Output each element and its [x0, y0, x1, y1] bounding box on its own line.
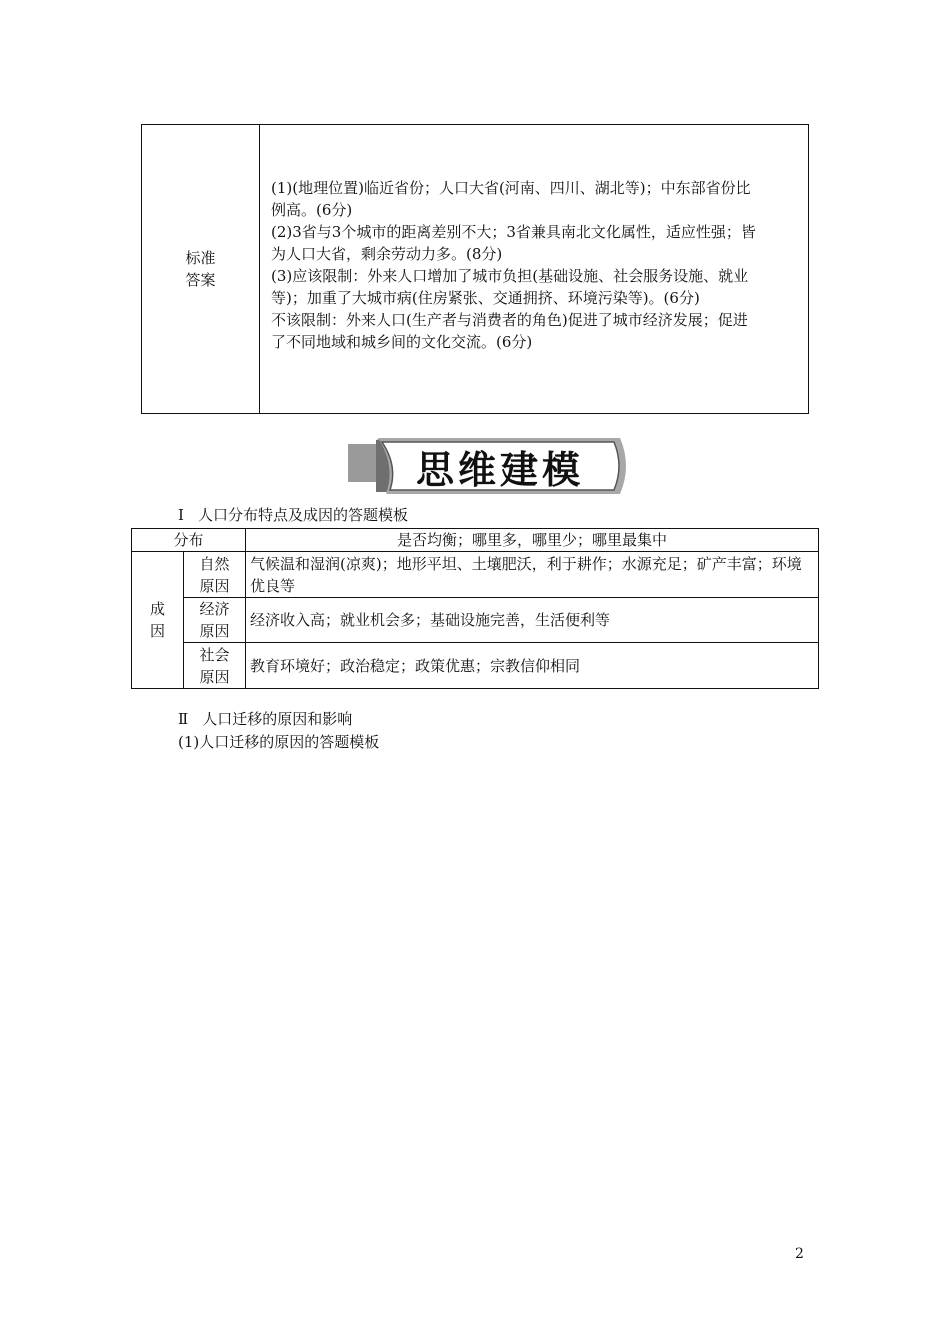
standard-answer-label-line1: 标准: [185, 249, 216, 267]
table-row: [132, 643, 819, 689]
economic-cause-text-cell: 经济收入高；就业机会多；基础设施完善，生活便利等: [246, 598, 819, 643]
page-number: 2: [795, 1246, 804, 1262]
standard-answer-table: [141, 124, 809, 414]
section-1-title: 人口分布特点及成因的答题模板: [197, 506, 408, 524]
natural-cause-label-cell: [184, 552, 246, 598]
natural-cause-text-cell: 气候温和湿润(凉爽)；地形平坦、土壤肥沃，利于耕作；水源充足；矿产丰富；环境优良等: [246, 552, 819, 598]
section-2-heading: [178, 708, 352, 730]
cause-label-line2: 因: [149, 622, 165, 640]
distribution-cause-table: [131, 528, 819, 689]
section-2-title: 人口迁移的原因和影响: [202, 710, 353, 728]
economic-cause-label-cell: [184, 598, 246, 643]
answer-line: 不该限制：外来人口(生产者与消费者的角色)促进了城市经济发展；促进: [271, 311, 748, 329]
section-banner: [348, 434, 632, 498]
section-1-numeral: Ⅰ: [178, 506, 184, 524]
social-label-line2: 原因: [199, 667, 230, 686]
section-2-numeral: Ⅱ: [178, 710, 189, 728]
economic-label-line1: 经济: [199, 600, 230, 618]
cause-label-line1: 成: [149, 600, 165, 618]
distribution-label-cell: 分布: [132, 529, 246, 552]
banner-title: 思维建模: [415, 447, 584, 492]
section-2-subtitle: (1)人口迁移的原因的答题模板: [178, 733, 380, 751]
answer-line: 为人口大省，剩余劳动力多。(8分): [271, 245, 503, 263]
answer-line: 了不同地域和城乡间的文化交流。(6分): [271, 333, 533, 351]
standard-answer-label-line2: 答案: [185, 271, 216, 289]
natural-label-line2: 原因: [199, 576, 230, 595]
social-label-line1: 社会: [199, 645, 230, 664]
answer-line: 等)；加重了大城市病(住房紧张、交通拥挤、环境污染等)。(6分): [271, 289, 700, 307]
answer-line: (3)应该限制：外来人口增加了城市负担(基础设施、社会服务设施、就业: [271, 267, 749, 285]
social-cause-label-cell: [184, 643, 246, 689]
table-row: [132, 552, 819, 598]
natural-label-line1: 自然: [199, 554, 230, 573]
table-row: [132, 529, 819, 552]
answer-line: (2)3省与3个城市的距离差别不大；3省兼具南北文化属性，适应性强；皆: [271, 223, 756, 241]
answer-line: 例高。(6分): [271, 201, 353, 219]
table-row: [132, 598, 819, 643]
cause-label-cell: [132, 552, 184, 689]
standard-answer-body: [260, 125, 808, 413]
economic-label-line2: 原因: [199, 622, 230, 640]
section-1-heading: [178, 504, 408, 526]
distribution-text-cell: 是否均衡；哪里多，哪里少；哪里最集中: [246, 529, 819, 552]
social-cause-text-cell: 教育环境好；政治稳定；政策优惠；宗教信仰相同: [246, 643, 819, 689]
standard-answer-label: [142, 125, 260, 413]
answer-line: (1)(地理位置)临近省份；人口大省(河南、四川、湖北等)；中东部省份比: [271, 179, 751, 197]
